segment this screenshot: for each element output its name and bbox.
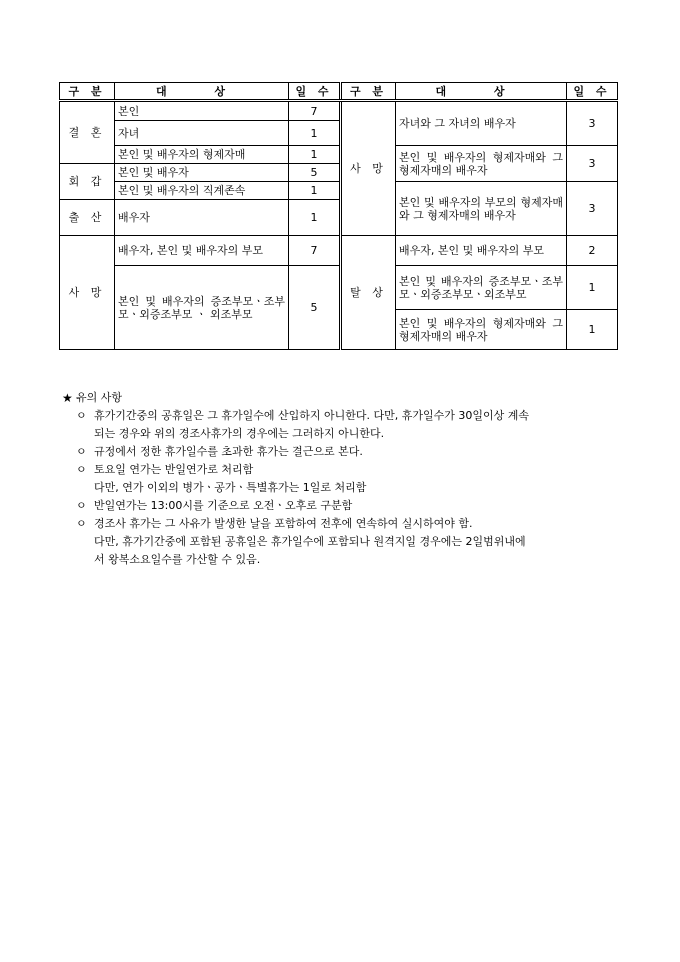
table-header-row xyxy=(60,83,618,101)
header-target-2: 대 상 xyxy=(396,83,567,101)
target-cell: 본인 및 배우자의 증조부모ㆍ조부모ㆍ외증조부모 ㆍ 외조부모 xyxy=(115,266,289,350)
table-row xyxy=(60,266,618,310)
days-cell: 1 xyxy=(289,121,341,146)
days-cell: 1 xyxy=(289,146,341,164)
target-cell: 자녀 xyxy=(115,121,289,146)
table-row xyxy=(60,236,618,266)
table-row xyxy=(60,146,618,164)
star-icon: ★ xyxy=(62,391,73,405)
days-cell: 7 xyxy=(289,236,341,266)
table-row xyxy=(60,182,618,200)
days-cell: 1 xyxy=(289,182,341,200)
category-sixtieth: 회 갑 xyxy=(60,164,115,200)
notes-section xyxy=(62,389,622,569)
bullet-icon: ㅇ xyxy=(76,517,87,530)
bullet-icon: ㅇ xyxy=(76,499,87,512)
bullet-icon: ㅇ xyxy=(76,463,87,476)
days-cell: 3 xyxy=(567,101,618,146)
category-birth: 출 산 xyxy=(60,200,115,236)
target-cell: 본인 및 배우자의 증조부모ㆍ조부모ㆍ외증조부모ㆍ외조부모 xyxy=(396,266,567,310)
days-cell: 5 xyxy=(289,164,341,182)
leave-table xyxy=(59,82,618,350)
note-item-4 xyxy=(76,497,622,515)
days-cell: 3 xyxy=(567,182,618,236)
note-line: 경조사 휴가는 그 사유가 발생한 날을 포함하여 전후에 연속하여 실시하여야 함. xyxy=(94,517,473,530)
note-line: 반일연가는 13:00시를 기준으로 오전ㆍ오후로 구분함 xyxy=(94,499,353,512)
note-line: 다만, 연가 이외의 병가ㆍ공가ㆍ특별휴가는 1일로 처리함 xyxy=(94,481,367,494)
category-death-right: 사 망 xyxy=(341,101,396,236)
target-cell: 본인 xyxy=(115,101,289,121)
note-line: 다만, 휴가기간중에 포함된 공휴일은 휴가일수에 포함되나 원격지일 경우에는 2일범위내에 xyxy=(94,535,526,548)
days-cell: 5 xyxy=(289,266,341,350)
category-death-left: 사 망 xyxy=(60,236,115,350)
header-category-2: 구 분 xyxy=(341,83,396,101)
note-line: 규정에서 정한 휴가일수를 초과한 휴가는 결근으로 본다. xyxy=(94,445,363,458)
target-cell: 배우자, 본인 및 배우자의 부모 xyxy=(115,236,289,266)
days-cell: 7 xyxy=(289,101,341,121)
days-cell: 1 xyxy=(567,310,618,350)
bullet-icon: ㅇ xyxy=(76,445,87,458)
category-mourning: 탈 상 xyxy=(341,236,396,350)
category-marriage: 결 혼 xyxy=(60,101,115,164)
note-item-3 xyxy=(76,461,622,497)
note-line: 되는 경우와 위의 경조사휴가의 경우에는 그러하지 아니한다. xyxy=(94,427,385,440)
note-line: 휴가기간중의 공휴일은 그 휴가일수에 산입하지 아니한다. 다만, 휴가일수가 30일이상 계속 xyxy=(94,409,529,422)
target-cell: 배우자, 본인 및 배우자의 부모 xyxy=(396,236,567,266)
target-cell: 본인 및 배우자의 형제자매 xyxy=(115,146,289,164)
target-cell: 본인 및 배우자의 부모의 형제자매와 그 형제자매의 배우자 xyxy=(396,182,567,236)
note-line: 서 왕복소요일수를 가산할 수 있음. xyxy=(94,553,261,566)
table-row xyxy=(60,101,618,121)
header-days: 일 수 xyxy=(289,83,341,101)
note-line: 토요일 연가는 반일연가로 처리함 xyxy=(94,463,254,476)
target-cell: 본인 및 배우자의 형제자매와 그 형제자매의 배우자 xyxy=(396,146,567,182)
header-target: 대 상 xyxy=(115,83,289,101)
header-days-2: 일 수 xyxy=(567,83,618,101)
bullet-icon: ㅇ xyxy=(76,409,87,422)
note-item-1 xyxy=(76,407,622,443)
days-cell: 3 xyxy=(567,146,618,182)
note-item-2 xyxy=(76,443,622,461)
target-cell: 자녀와 그 자녀의 배우자 xyxy=(396,101,567,146)
days-cell: 2 xyxy=(567,236,618,266)
days-cell: 1 xyxy=(567,266,618,310)
target-cell: 본인 및 배우자의 형제자매와 그 형제자매의 배우자 xyxy=(396,310,567,350)
target-cell: 본인 및 배우자의 직계존속 xyxy=(115,182,289,200)
notes-title: 유의 사항 xyxy=(76,391,123,404)
target-cell: 배우자 xyxy=(115,200,289,236)
notes-heading xyxy=(62,389,622,407)
note-item-5 xyxy=(76,515,622,569)
header-category: 구 분 xyxy=(60,83,115,101)
target-cell: 본인 및 배우자 xyxy=(115,164,289,182)
days-cell: 1 xyxy=(289,200,341,236)
